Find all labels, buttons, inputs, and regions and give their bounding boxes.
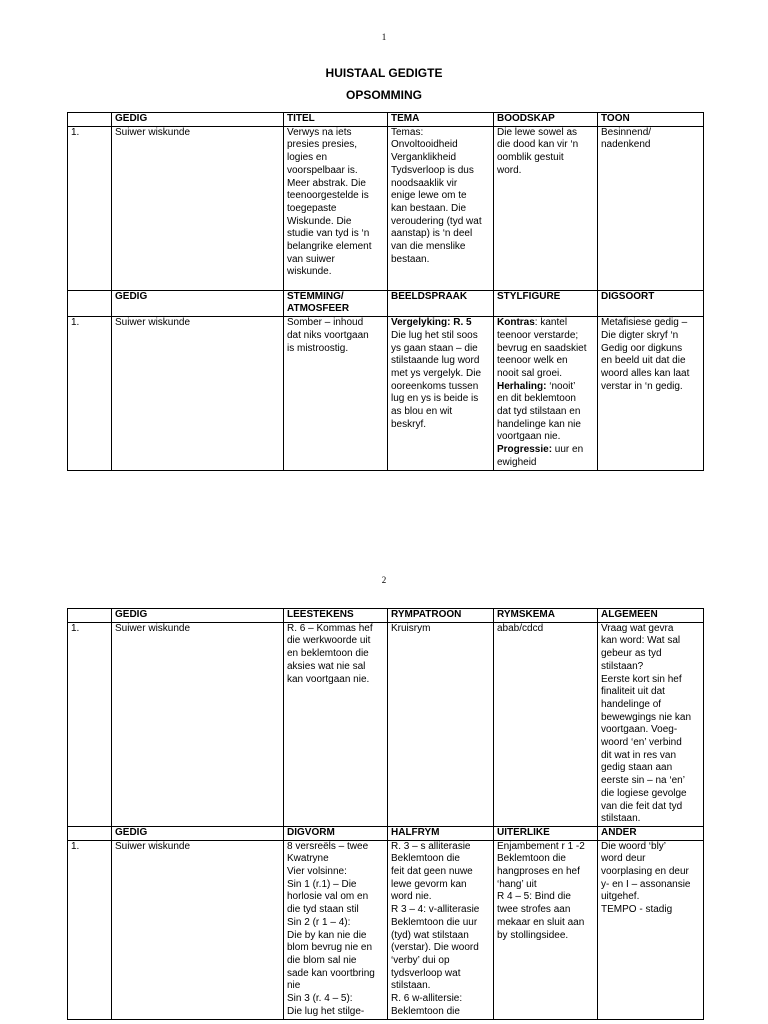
cell-line: aanstap) is ‘n deel (391, 228, 473, 240)
cell-line: Wiskunde. Die (287, 215, 352, 227)
cell-line: Beklemtoon die (391, 853, 460, 865)
header-cell: GEDIG (112, 609, 284, 623)
table-cell (388, 317, 494, 470)
cell-line: is mistroostig. (287, 342, 349, 354)
table-cell (68, 840, 112, 1019)
cell-line: blom bevrug nie en (287, 942, 373, 954)
cell-line: handelinge kan nie (497, 418, 581, 430)
cell-line: belangrike element (287, 241, 372, 253)
header-cell (494, 290, 598, 316)
cell-line: (verstar). Die woord (391, 942, 479, 954)
cell-line: word deur (601, 853, 646, 865)
header-cell: UITERLIKE (494, 826, 598, 840)
table-cell (598, 622, 704, 826)
cell-line: stilstaan. (391, 980, 431, 992)
table-row (68, 840, 704, 1019)
cell-line: Suiwer wiskunde (115, 622, 191, 634)
cell-line: Die lug het stilge- (287, 1005, 365, 1017)
page-number-2: 2 (381, 575, 387, 585)
table-cell (112, 126, 284, 290)
cell-line: R 3 – 4: v-alliterasie (391, 904, 480, 916)
cell-line: toegepaste (287, 202, 337, 214)
cell-line: 1. (71, 622, 80, 634)
cell-line: Meer abstrak. Die (287, 177, 366, 189)
table-cell (112, 622, 284, 826)
cell-line: sade kan voortbring (287, 967, 375, 979)
cell-line: 1. (71, 840, 80, 852)
cell-line: 1. (71, 126, 80, 138)
cell-line: Vraag wat gevra (601, 622, 674, 634)
cell-line: teenoor verstarde; (497, 329, 579, 341)
cell-line: eerste sin – na ‘en’ (601, 775, 685, 787)
table-cell (598, 126, 704, 290)
cell-line: die logiese gevolge (601, 787, 687, 799)
cell-line: Progressie: uur en (497, 444, 584, 456)
cell-line: Vergelyking: R. 5 (391, 317, 472, 329)
header-cell: ALGEMEEN (598, 609, 704, 623)
cell-line: handelinge of (601, 698, 662, 710)
cell-line: Die woord ‘bly’ (601, 840, 667, 852)
header-cell: GEDIG (112, 826, 284, 840)
cell-line: van die menslike (391, 241, 466, 253)
cell-line: stilstaande lug word (391, 355, 480, 367)
table-cell (68, 622, 112, 826)
table-header-row (68, 609, 704, 623)
table-cell (598, 317, 704, 470)
cell-line: Gedig oor digkuns (601, 342, 683, 354)
table-cell (388, 840, 494, 1019)
table-row (68, 126, 704, 290)
cell-line: STYLFIGURE (497, 290, 561, 302)
header-cell (598, 290, 704, 316)
cell-line: GEDIG (115, 290, 148, 302)
table-row (68, 317, 704, 470)
header-cell: LEESTEKENS (284, 609, 388, 623)
cell-line: die werkwoorde uit (287, 635, 371, 647)
cell-line: gebeur as tyd (601, 648, 662, 660)
cell-line: lug en ys is beide is (391, 393, 479, 405)
cell-line: Enjambement r 1 -2 (497, 840, 585, 852)
table-cell (598, 840, 704, 1019)
cell-line: kan voortgaan nie. (287, 673, 370, 685)
cell-line: en beklemtoon die (287, 648, 369, 660)
cell-line: ewigheid (497, 456, 537, 468)
cell-line: kan bestaan. Die (391, 202, 467, 214)
header-cell (112, 290, 284, 316)
header-cell: RYMPATROON (388, 609, 494, 623)
cell-line: Tydsverloop is dus (391, 164, 474, 176)
header-cell: TITEL (284, 113, 388, 127)
cell-line: veroudering (tyd wat (391, 215, 482, 227)
cell-line: kan word: Wat sal (601, 635, 681, 647)
header-cell (284, 290, 388, 316)
cell-line: met ys vergelyk. Die (391, 367, 482, 379)
cell-line: beskryf. (391, 418, 427, 430)
cell-line: bevrug en saadskiet (497, 342, 587, 354)
cell-line: noodsaaklik vir (391, 177, 458, 189)
cell-line: Besinnend/ (601, 126, 652, 138)
cell-line: stilstaan. (601, 813, 641, 825)
table-cell (494, 622, 598, 826)
cell-line: Onvoltooidheid (391, 139, 458, 151)
cell-line: dit wat in res van (601, 749, 677, 761)
table-header-row (68, 113, 704, 127)
cell-line: word. (497, 164, 522, 176)
summary-table-page-2 (67, 608, 704, 1020)
table-cell (68, 126, 112, 290)
cell-line: Herhaling: ‘nooit’ (497, 380, 576, 392)
cell-line: Temas: (391, 126, 424, 138)
cell-line: bestaan. (391, 253, 430, 265)
cell-line: die blom sal nie (287, 954, 357, 966)
cell-line: die tyd staan stil (287, 904, 359, 916)
cell-line: word nie. (391, 891, 432, 903)
cell-line: Suiwer wiskunde (115, 126, 191, 138)
cell-line: y- en I – assonansie (601, 878, 691, 890)
document-title: HUISTAAL GEDIGTE (325, 66, 443, 80)
cell-line: nooit sal groei. (497, 367, 563, 379)
cell-line: mekaar en sluit aan (497, 916, 585, 928)
cell-line: Die lewe sowel as (497, 126, 578, 138)
table-cell (284, 126, 388, 290)
cell-line: nie (287, 980, 301, 992)
cell-line: voortgaan nie. (497, 431, 561, 443)
cell-line: Die lug het stil soos (391, 329, 478, 341)
cell-line: dat tyd stilstaan en (497, 406, 581, 418)
cell-line: gedig staan aan (601, 762, 673, 774)
cell-line: STEMMING/ (287, 290, 344, 302)
cell-line: enige lewe om te (391, 190, 467, 202)
cell-line: R. 3 – s alliterasie (391, 840, 471, 852)
table-cell (112, 317, 284, 470)
header-cell (68, 113, 112, 127)
page-number-1: 1 (381, 32, 387, 42)
table-cell (68, 317, 112, 470)
cell-line: DIGSOORT (601, 290, 655, 302)
cell-line: Metafisiese gedig – (601, 317, 688, 329)
cell-line: Die digter skryf ‘n (601, 329, 679, 341)
cell-line: voortgaan. Voeg- (601, 724, 678, 736)
cell-line: verstar in ‘n gedig. (601, 380, 683, 392)
cell-line: Kwatryne (287, 853, 329, 865)
cell-line: aksies wat nie sal (287, 660, 366, 672)
table-header-row (68, 290, 704, 316)
header-cell: RYMSKEMA (494, 609, 598, 623)
header-cell: DIGVORM (284, 826, 388, 840)
cell-line: Kontras: kantel (497, 317, 568, 329)
cell-line: by stollingsidee. (497, 929, 569, 941)
cell-line: ‘verby’ dui op (391, 954, 450, 966)
header-cell (68, 826, 112, 840)
cell-line: 1. (71, 317, 80, 329)
summary-table-page-1 (67, 112, 704, 471)
cell-line: finaliteit uit dat (601, 686, 665, 698)
cell-line: 8 versreëls – twee (287, 840, 369, 852)
cell-line: stilstaan? (601, 660, 644, 672)
table-cell (284, 840, 388, 1019)
table-cell (388, 126, 494, 290)
cell-line: van die feit dat tyd (601, 800, 683, 812)
header-cell: TEMA (388, 113, 494, 127)
header-cell: ANDER (598, 826, 704, 840)
cell-line: Somber – inhoud (287, 317, 364, 329)
cell-line: en beeld uit dat die (601, 355, 686, 367)
cell-line: Eerste kort sin hef (601, 673, 682, 685)
cell-line: feit dat geen nuwe (391, 866, 473, 878)
cell-line: oomblik gestuit (497, 152, 564, 164)
cell-line: lewe gevorm kan (391, 878, 467, 890)
cell-line: ys gaan staan – die (391, 342, 478, 354)
cell-line: teenoorgestelde is (287, 190, 369, 202)
cell-line: uitgehef. (601, 891, 640, 903)
cell-line: horlosie val om en (287, 891, 369, 903)
cell-line: R 4 – 5: Bind die (497, 891, 571, 903)
cell-line: presies presies, (287, 139, 358, 151)
cell-line: as blou en wit (391, 406, 453, 418)
header-cell (68, 609, 112, 623)
cell-line: voorspelbaar is. (287, 164, 358, 176)
cell-line: R. 6 w-allitersie: (391, 993, 463, 1005)
cell-line: Beklemtoon die (497, 853, 566, 865)
document-subtitle: OPSOMMING (345, 88, 422, 102)
cell-line: Sin 2 (r 1 – 4): (287, 916, 351, 928)
cell-line: (tyd) wat stilstaan (391, 929, 469, 941)
header-cell (68, 290, 112, 316)
cell-line: TEMPO - stadig (601, 904, 673, 916)
table-cell (388, 622, 494, 826)
header-cell: BOODSKAP (494, 113, 598, 127)
cell-line: Die by kan nie die (287, 929, 367, 941)
cell-line: Kruisrym (391, 622, 431, 634)
cell-line: die dood kan vir ‘n (497, 139, 579, 151)
cell-line: hangproses en hef (497, 866, 580, 878)
cell-line: voorplasing en deur (601, 866, 689, 878)
cell-line: van suiwer (287, 253, 335, 265)
cell-line: en dit beklemtoon (497, 393, 576, 405)
cell-line: woord ‘en’ verbind (601, 737, 682, 749)
cell-line: nadenkend (601, 139, 651, 151)
cell-line: Beklemtoon die (391, 1005, 460, 1017)
cell-line: Sin 3 (r. 4 – 5): (287, 993, 353, 1005)
table-cell (494, 126, 598, 290)
table-cell (284, 622, 388, 826)
cell-line: Vier volsinne: (287, 866, 347, 878)
header-cell (388, 290, 494, 316)
cell-line: twee strofes aan (497, 904, 571, 916)
cell-line: Suiwer wiskunde (115, 317, 191, 329)
cell-line: Beklemtoon die uur (391, 916, 478, 928)
table-cell (494, 840, 598, 1019)
cell-line: teenoor welk en (497, 355, 568, 367)
cell-line: Sin 1 (r.1) – Die (287, 878, 357, 890)
table-cell (112, 840, 284, 1019)
cell-line: wiskunde. (287, 266, 332, 278)
cell-line: bewewgings nie kan (601, 711, 692, 723)
cell-line: Suiwer wiskunde (115, 840, 191, 852)
cell-line: Verwys na iets (287, 126, 352, 138)
cell-line: woord alles kan laat (601, 367, 690, 379)
cell-line: R. 6 – Kommas hef (287, 622, 373, 634)
cell-line: BEELDSPRAAK (391, 290, 468, 302)
cell-line: studie van tyd is ‘n (287, 228, 370, 240)
header-cell: GEDIG (112, 113, 284, 127)
cell-line: Verganklikheid (391, 152, 457, 164)
cell-line: ‘hang’ uit (497, 878, 537, 890)
table-row (68, 622, 704, 826)
cell-line: ooreenkoms tussen (391, 380, 479, 392)
cell-line: dat niks voortgaan (287, 329, 369, 341)
header-cell: HALFRYM (388, 826, 494, 840)
cell-line: logies en (287, 152, 328, 164)
cell-line: abab/cdcd (497, 622, 544, 634)
table-cell (494, 317, 598, 470)
table-cell (284, 317, 388, 470)
cell-line: ATMOSFEER (287, 303, 350, 315)
cell-line: tydsverloop wat (391, 967, 461, 979)
header-cell: TOON (598, 113, 704, 127)
table-header-row (68, 826, 704, 840)
